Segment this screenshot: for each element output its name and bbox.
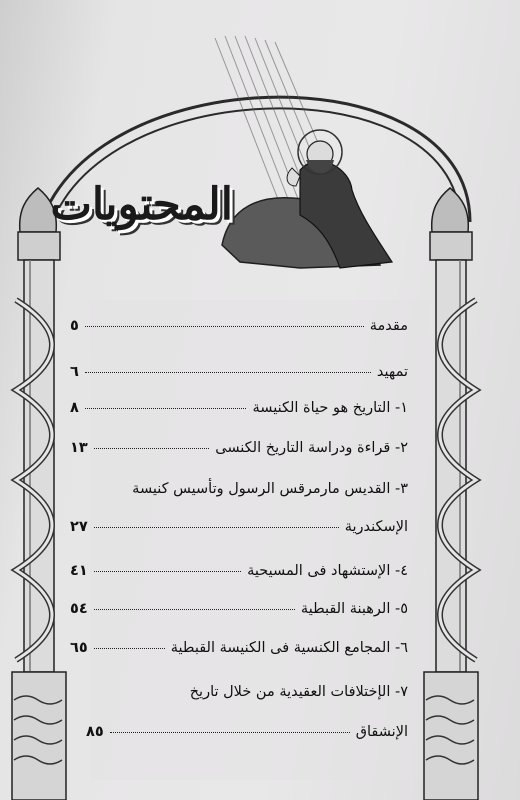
toc-page-number: ٨ — [70, 400, 79, 416]
toc-page-number: ٤١ — [70, 563, 88, 579]
toc-entry-chapter-5 — [70, 601, 408, 617]
toc-label: الإسكندرية — [344, 519, 408, 535]
toc-label: ٥- الرهبنة القبطية — [300, 601, 408, 617]
toc-label: الإنشقاق — [355, 724, 408, 740]
toc-entry-chapter-3 — [70, 519, 408, 535]
dot-leader — [85, 371, 371, 373]
toc-label: تمهيد — [376, 364, 408, 380]
toc-entry-chapter-6 — [70, 640, 408, 656]
toc-entry-chapter-2 — [70, 440, 408, 456]
toc-entry-chapter-4 — [70, 563, 408, 579]
dot-leader — [85, 407, 247, 409]
toc-page-number: ٢٧ — [70, 519, 88, 535]
dot-leader — [85, 325, 364, 327]
toc-label: ٤- الإستشهاد فى المسيحية — [247, 563, 408, 579]
toc-page-number: ٦ — [70, 364, 79, 380]
toc-page-number: ٨٥ — [86, 724, 104, 740]
toc-entry-chapter-7-line1: ٧- الإختلافات العقيدية من خلال تاريخ — [189, 684, 408, 700]
dot-leader — [94, 608, 295, 610]
page-title: المحتويات — [50, 179, 233, 230]
toc-label: مقدمة — [369, 318, 408, 334]
toc-entry-chapter-1 — [70, 400, 408, 416]
dot-leader — [94, 447, 210, 449]
toc-page-number: ١٣ — [70, 440, 88, 456]
toc-entry-preface — [70, 364, 408, 380]
toc-page-number: ٥ — [70, 318, 79, 334]
dot-leader — [94, 647, 165, 649]
toc-entry-chapter-7 — [86, 724, 408, 740]
dot-leader — [94, 570, 241, 572]
toc-label: ١- التاريخ هو حياة الكنيسة — [252, 400, 408, 416]
dot-leader — [94, 526, 339, 528]
toc-entry-introduction — [70, 318, 408, 334]
toc-page-number: ٦٥ — [70, 640, 88, 656]
toc-entry-chapter-3-line1: ٣- القديس مارمرقس الرسول وتأسيس كنيسة — [132, 481, 408, 497]
dot-leader — [110, 731, 350, 733]
toc-label: ٢- قراءة ودراسة التاريخ الكنسى — [215, 440, 408, 456]
toc-page-number: ٥٤ — [70, 601, 88, 617]
toc-label: ٦- المجامع الكنسية فى الكنيسة القبطية — [170, 640, 408, 656]
